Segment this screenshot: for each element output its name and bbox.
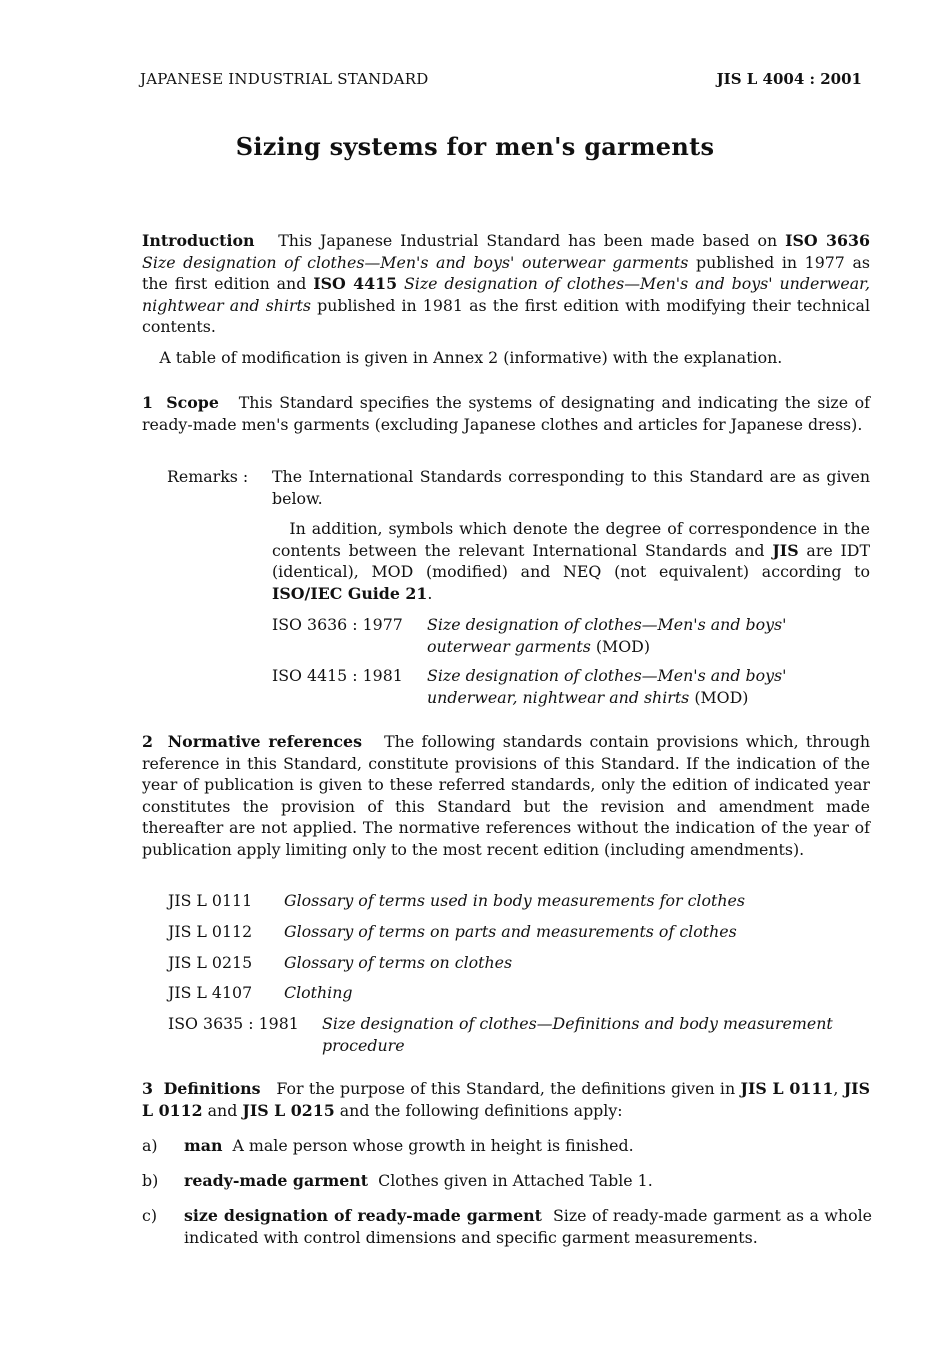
definitions-text-2: and the following definitions apply: xyxy=(339,1100,623,1120)
normative-reference-title: Glossary of terms used in body measurements for clothes xyxy=(284,891,745,910)
remarks-p2-text-2: are IDT (identical), MOD (modified) and NEQ (not equivalent) according to xyxy=(272,540,870,581)
introduction-text-3: published in 1981 as the first edition with modifying their technical contents. xyxy=(142,295,870,336)
iso-reference-title xyxy=(427,614,870,657)
definition-term: man xyxy=(184,1136,223,1155)
definition-text: Clothes given in Attached Table 1. xyxy=(378,1171,653,1190)
normative-number: 2 xyxy=(142,732,153,751)
introduction-text-2: published in 1977 as the first edition and xyxy=(142,252,870,293)
scope-heading: Scope xyxy=(166,393,219,412)
definition-text: A male person whose growth in height is finished. xyxy=(232,1136,634,1155)
normative-reference-title: Size designation of clothes—Definitions and body measurement procedure xyxy=(322,1014,833,1055)
normative-reference-code: JIS L 0215 xyxy=(168,953,253,972)
normative-reference-title: Glossary of terms on clothes xyxy=(284,953,513,972)
definition-item xyxy=(184,1135,872,1157)
header-standard-name: JAPANESE INDUSTRIAL STANDARD xyxy=(140,70,429,88)
iso-reference-suffix: (MOD) xyxy=(694,687,749,707)
definitions-paragraph xyxy=(142,1078,870,1121)
definition-term: ready-made garment xyxy=(184,1171,369,1190)
scope-paragraph xyxy=(142,392,870,435)
iso-reference-title xyxy=(427,665,870,708)
introduction-ref-iso3636: ISO 3636 xyxy=(785,231,870,250)
normative-reference-code: JIS L 4107 xyxy=(168,983,253,1002)
definitions-heading: Definitions xyxy=(163,1079,261,1098)
normative-reference-code: ISO 3635 : 1981 xyxy=(168,1014,299,1033)
scope-number: 1 xyxy=(142,393,153,412)
normative-heading: Normative references xyxy=(167,732,362,751)
definition-item-letter: a) xyxy=(142,1136,158,1155)
definitions-number: 3 xyxy=(142,1079,153,1098)
remarks-paragraph-1: The International Standards corresponding to this Standard are as given below. xyxy=(272,467,870,508)
introduction-text-1: This Japanese Industrial Standard has been made based on xyxy=(278,231,778,250)
iso-reference-code: ISO 3636 : 1977 xyxy=(272,615,403,634)
remarks-p2-jis: JIS xyxy=(772,540,799,560)
definition-term: size designation of ready-made garment xyxy=(184,1206,542,1225)
normative-reference-title: Glossary of terms on parts and measurements of clothes xyxy=(284,922,737,941)
iso-reference-title-text: Size designation of clothes—Men's and boys' underwear, nightwear and shirts xyxy=(427,666,787,707)
definition-item-letter: b) xyxy=(142,1171,159,1190)
normative-reference-code: JIS L 0112 xyxy=(168,922,253,941)
normative-text: The following standards contain provisions which, through reference in this Standard, constitute provisions of this Standard. If the indication of the year of publication is given to these referred standards, only the edition of indicated year constitutes the provision of this Standard but the revision and amendment made thereafter are not applied. The normative references without the indication of the year of publication apply limiting only to the most recent edition (including amendments). xyxy=(142,732,870,859)
normative-references-paragraph xyxy=(142,731,870,860)
introduction-heading: Introduction xyxy=(142,231,255,250)
definition-item xyxy=(184,1170,872,1192)
introduction-paragraph-2: A table of modification is given in Annex 2 (informative) with the explanation. xyxy=(159,348,783,367)
normative-reference-title: Clothing xyxy=(284,983,353,1002)
definition-text: Size of ready-made garment as a whole indicated with control dimensions and specific garment measurements. xyxy=(184,1206,872,1247)
remarks-label: Remarks : xyxy=(167,467,249,486)
definitions-and: and xyxy=(207,1100,238,1120)
introduction-paragraph xyxy=(142,230,870,338)
definitions-ref-2: JIS L 0112 xyxy=(142,1079,870,1120)
remarks-p2-text: In addition, symbols which denote the degree of correspondence in the contents between the relevant International Standards and xyxy=(272,519,870,560)
normative-reference-code: JIS L 0111 xyxy=(168,891,253,910)
introduction-ref-iso3636-title: Size designation of clothes—Men's and boys' outerwear garments xyxy=(142,252,689,272)
introduction-ref-iso4415: ISO 4415 xyxy=(313,274,398,293)
definition-item xyxy=(184,1205,872,1248)
definitions-ref-1: JIS L 0111 xyxy=(740,1079,834,1098)
definitions-separator: , xyxy=(833,1079,839,1098)
scope-text: This Standard specifies the systems of designating and indicating the size of ready-made men's garments (excluding Japanese clothes and articles for Japanese dress). xyxy=(142,393,871,434)
header-standard-number: JIS L 4004 : 2001 xyxy=(716,70,862,88)
iso-reference-suffix: (MOD) xyxy=(595,636,650,656)
remarks-p2-guide: ISO/IEC Guide 21 xyxy=(272,583,428,603)
introduction-ref-iso4415-title: Size designation of clothes—Men's and boys' underwear, nightwear and shirts xyxy=(142,274,870,315)
definition-item-letter: c) xyxy=(142,1206,158,1225)
remarks-paragraph-2 xyxy=(272,518,870,604)
definitions-text-1: For the purpose of this Standard, the definitions given in xyxy=(276,1079,736,1098)
definitions-ref-3: JIS L 0215 xyxy=(242,1100,335,1120)
iso-reference-title-text: Size designation of clothes—Men's and boys' outerwear garments xyxy=(427,615,787,656)
remarks-p2-end: . xyxy=(427,583,433,603)
page-title: Sizing systems for men's garments xyxy=(235,132,715,161)
iso-reference-code: ISO 4415 : 1981 xyxy=(272,666,403,685)
normative-reference-row xyxy=(168,1013,870,1057)
